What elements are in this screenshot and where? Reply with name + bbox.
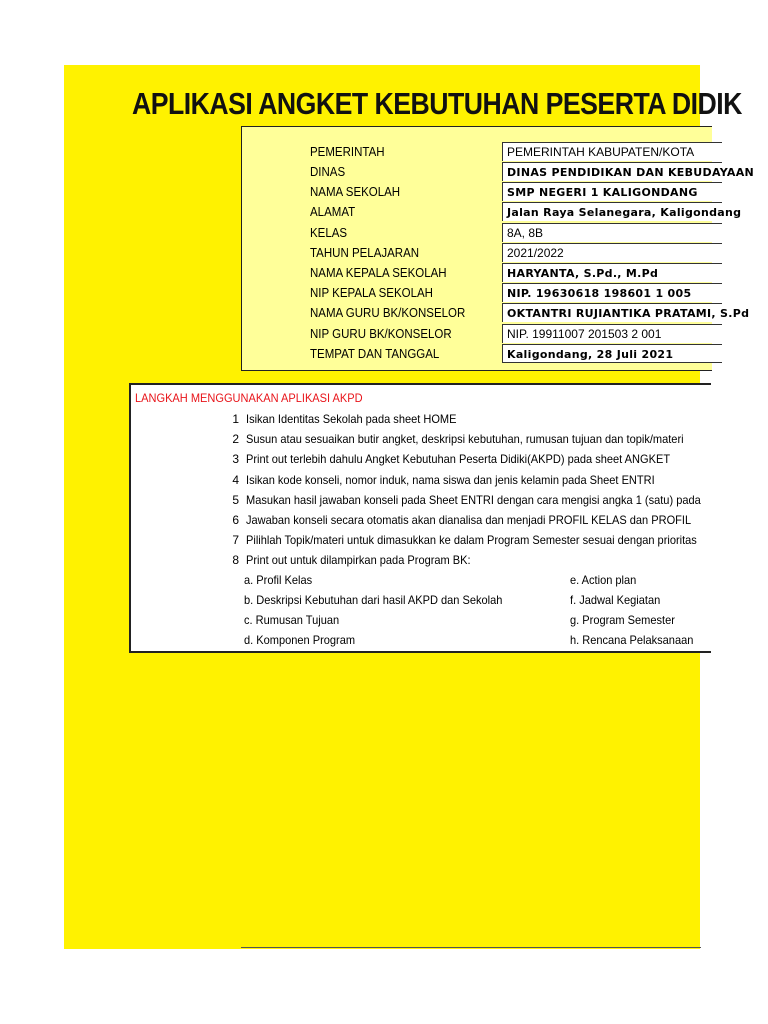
identity-row bbox=[242, 263, 712, 283]
identity-row bbox=[242, 202, 742, 222]
step-text: Print out untuk dilampirkan pada Program BK: bbox=[246, 553, 471, 567]
step-item bbox=[131, 530, 711, 550]
print-item: g. Program Semester bbox=[570, 613, 675, 627]
step-text: Isikan kode konseli, nomor induk, nama siswa dan jenis kelamin pada Sheet ENTRI bbox=[246, 473, 655, 487]
identity-label: NIP GURU BK/KONSELOR bbox=[310, 327, 452, 341]
identity-label: NAMA SEKOLAH bbox=[310, 185, 401, 199]
print-item: c. Rumusan Tujuan bbox=[244, 613, 340, 627]
identity-row bbox=[242, 243, 712, 263]
identity-row bbox=[242, 142, 712, 162]
step-text: Susun atau sesuaikan butir angket, deskripsi kebutuhan, rumusan tujuan dan topik/materi bbox=[246, 432, 684, 446]
step-text: Isikan Identitas Sekolah pada sheet HOME bbox=[246, 412, 457, 426]
identity-value-cell[interactable]: OKTANTRI RUJIANTIKA PRATAMI, S.Pd bbox=[502, 303, 722, 322]
spreadsheet-area bbox=[64, 65, 755, 949]
print-item: e. Action plan bbox=[570, 573, 637, 587]
step-number: 2 bbox=[232, 432, 239, 446]
step-number: 4 bbox=[232, 473, 239, 487]
school-identity-box bbox=[241, 126, 755, 371]
step-text: Masukan hasil jawaban konseli pada Sheet ENTRI dengan cara mengisi angka 1 (satu) pada bbox=[246, 493, 701, 507]
identity-value-cell[interactable]: HARYANTA, S.Pd., M.Pd bbox=[502, 263, 722, 282]
identity-row bbox=[242, 162, 755, 182]
step-item bbox=[131, 409, 711, 429]
step-item bbox=[131, 490, 711, 510]
step-number: 5 bbox=[232, 493, 239, 507]
step-item bbox=[131, 470, 711, 490]
identity-label: NAMA KEPALA SEKOLAH bbox=[310, 266, 447, 280]
identity-row bbox=[242, 182, 712, 202]
step-number: 1 bbox=[232, 412, 239, 426]
identity-label: NAMA GURU BK/KONSELOR bbox=[310, 306, 466, 320]
print-item: f. Jadwal Kegiatan bbox=[570, 593, 661, 607]
identity-value-cell[interactable]: Kaligondang, 28 Juli 2021 bbox=[502, 344, 722, 363]
page-title: APLIKASI ANGKET KEBUTUHAN PESERTA DIDIK bbox=[132, 86, 742, 121]
identity-label: TAHUN PELAJARAN bbox=[310, 246, 420, 260]
step-text: Print out terlebih dahulu Angket Kebutuhan Peserta Didiki(AKPD) pada sheet ANGKET bbox=[246, 452, 671, 466]
identity-value-cell[interactable]: NIP. 19630618 198601 1 005 bbox=[502, 283, 722, 302]
identity-value-cell[interactable]: PEMERINTAH KABUPATEN/KOTA bbox=[502, 142, 722, 161]
identity-label: DINAS bbox=[310, 165, 346, 179]
divider bbox=[241, 947, 701, 948]
identity-value-cell[interactable]: 8A, 8B bbox=[502, 223, 722, 242]
step-number: 7 bbox=[232, 533, 239, 547]
step-text: Jawaban konseli secara otomatis akan dianalisa dan menjadi PROFIL KELAS dan PROFIL bbox=[246, 513, 692, 527]
identity-row bbox=[242, 223, 712, 243]
step-item bbox=[131, 550, 711, 570]
step-number: 3 bbox=[232, 452, 239, 466]
identity-row bbox=[242, 324, 712, 344]
steps-title: LANGKAH MENGGUNAKAN APLIKASI AKPD bbox=[135, 391, 363, 405]
step-number: 6 bbox=[232, 513, 239, 527]
identity-label: ALAMAT bbox=[310, 205, 356, 219]
identity-value-cell[interactable]: 2021/2022 bbox=[502, 243, 722, 262]
identity-label: PEMERINTAH bbox=[310, 145, 385, 159]
step-item bbox=[131, 449, 711, 469]
print-item: h. Rencana Pelaksanaan bbox=[570, 633, 694, 647]
print-item: d. Komponen Program bbox=[244, 633, 356, 647]
identity-label: TEMPAT DAN TANGGAL bbox=[310, 347, 440, 361]
identity-value-cell[interactable]: NIP. 19911007 201503 2 001 bbox=[502, 324, 722, 343]
step-item bbox=[131, 510, 711, 530]
identity-row bbox=[242, 344, 712, 364]
identity-value-cell[interactable]: DINAS PENDIDIKAN DAN KEBUDAYAAN bbox=[502, 162, 722, 181]
steps-box bbox=[129, 383, 711, 653]
print-item: b. Deskripsi Kebutuhan dari hasil AKPD dan Sekolah bbox=[244, 593, 503, 607]
identity-row bbox=[242, 283, 712, 303]
identity-label: KELAS bbox=[310, 226, 348, 240]
print-item: a. Profil Kelas bbox=[244, 573, 313, 587]
step-item bbox=[131, 429, 711, 449]
identity-value-cell[interactable]: Jalan Raya Selanegara, Kaligondang bbox=[502, 202, 722, 221]
identity-label: NIP KEPALA SEKOLAH bbox=[310, 286, 433, 300]
step-number: 8 bbox=[232, 553, 239, 567]
identity-value-cell[interactable]: SMP NEGERI 1 KALIGONDANG bbox=[502, 182, 722, 201]
step-text: Pilihlah Topik/materi untuk dimasukkan ke dalam Program Semester sesuai dengan prioritas bbox=[246, 533, 697, 547]
identity-row bbox=[242, 303, 750, 323]
